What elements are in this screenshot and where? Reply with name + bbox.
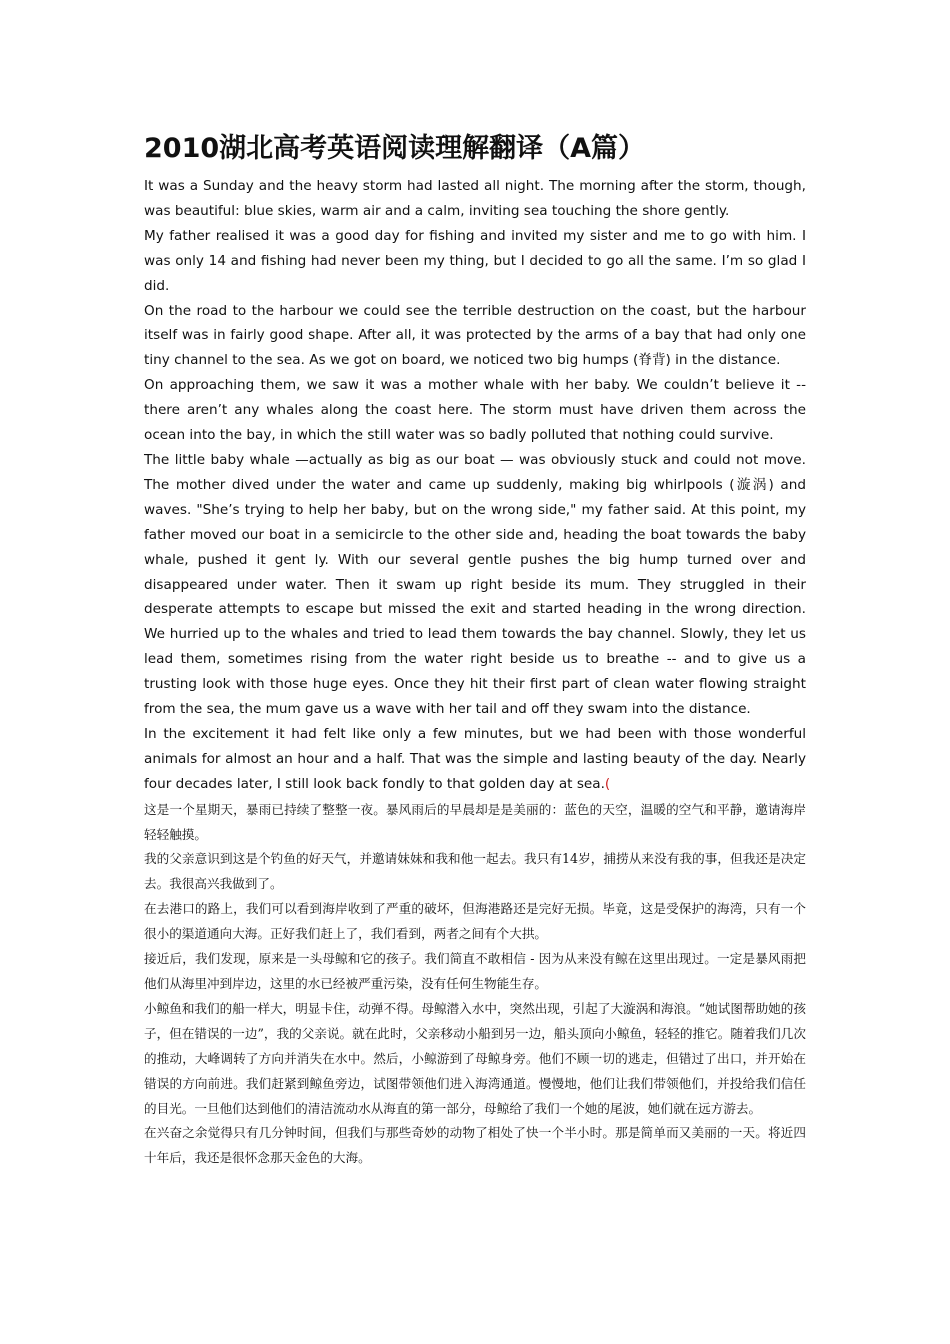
english-paragraph-last — [144, 722, 806, 797]
chinese-paragraph: 在兴奋之余觉得只有几分钟时间，但我们与那些奇妙的动物了相处了快一个半小时。那是简单而又美丽的一天。将近四十年后，我还是很怀念那天金色的大海。 — [144, 1125, 806, 1166]
chinese-paragraph: 这是一个星期天，暴雨已持续了整整一夜。暴风雨后的早晨却是是美丽的：蓝色的天空，温暖的空气和平静，邀请海岸轻轻触摸。 — [144, 801, 806, 842]
chinese-paragraph: 接近后，我们发现，原来是一头母鲸和它的孩子。我们简直不敢相信 - 因为从来没有鲸在这里出现过。一定是暴风雨把他们从海里冲到岸边，这里的水已经被严重污染，没有任何生物能生存。 — [144, 951, 806, 991]
english-paragraph: My father realised it was a good day for fishing and invited my sister and me to go with him. I was only 14 and fishing had never been my thing, but I decided to go all the same. I’m so glad I did. — [144, 227, 806, 294]
english-paragraph: On the road to the harbour we could see the terrible destruction on the coast, but the harbour itself was in fairly good shape. After all, it was protected by the arms of a bay that had only one tiny channel to the sea. As we got on board, we noticed two big humps (脊背) in the distance. — [144, 302, 806, 369]
chinese-paragraph: 在去港口的路上，我们可以看到海岸收到了严重的破坏，但海港路还是完好无损。毕竟，这是受保护的海湾，只有一个很小的渠道通向大海。正好我们赶上了，我们看到，两者之间有个大拱。 — [144, 901, 806, 942]
english-paragraph: On approaching them, we saw it was a mother whale with her baby. We couldn’t believe it -- there aren’t any whales along the coast here. The storm must have driven them across the ocean into the bay, in which the still water was so badly polluted that nothing could survive. — [144, 377, 806, 444]
document-title: 2010湖北高考英语阅读理解翻译（A篇） — [144, 133, 646, 164]
document-page — [144, 130, 806, 1171]
english-paragraph: The little baby whale —actually as big as our boat — was obviously stuck and could not move. The mother dived under the water and came up suddenly, making big whirlpools (漩涡) and waves. "She’s trying to help her baby, but on the wrong side," my father said. At this point, my father moved our boat in a semicircle to the other side and, heading the boat towards the baby whale, pushed it gent ly. With our several gentle pushes the big hump turned over and disappeared under water. Then it swam up right beside its mum. They struggled in their desperate attempts to escape but missed the exit and started heading in the wrong direction. We hurried up to the whales and tried to lead them towards the bay channel. Slowly, they let us lead them, sometimes rising from the water right beside us to breathe -- and to give us a trusting look with those huge eyes. Once they hit their first part of clean water flowing straight from the sea, the mum gave us a wave with her tail and off they swam into the distance. — [144, 451, 806, 718]
chinese-translation — [144, 798, 806, 1172]
english-paragraph-text: In the excitement it had felt like only a few minutes, but we had been with those wonderful animals for almost an hour and a half. That was the simple and lasting beauty of the day. Nearly four decades later, I still look back fondly to that golden day at sea. — [144, 725, 806, 792]
english-paragraph: It was a Sunday and the heavy storm had lasted all night. The morning after the storm, though, was beautiful: blue skies, warm air and a calm, inviting sea touching the shore gently. — [144, 178, 806, 219]
chinese-paragraph: 我的父亲意识到这是个钓鱼的好天气，并邀请妹妹和我和他一起去。我只有14岁，捕捞从来没有我的事，但我还是决定去。我很高兴我做到了。 — [144, 851, 806, 892]
english-passage — [144, 174, 806, 797]
trailing-bracket-mark: ( — [604, 775, 611, 792]
chinese-paragraph: 小鲸鱼和我们的船一样大，明显卡住，动弹不得。母鲸潜入水中，突然出现，引起了大漩涡和海浪。“她试图帮助她的孩子，但在错误的一边”，我的父亲说。就在此时，父亲移动小船到另一边，船头顶向小鲸鱼，轻轻的推它。随着我们几次的推动，大峰调转了方向并消失在水中。然后，小鲸游到了母鲸身旁。他们不顾一切的逃走，但错过了出口，并开始在错误的方向前进。我们赶紧到鲸鱼旁边，试图带领他们进入海湾通道。慢慢地，他们让我们带领他们，并投给我们信任的目光。一旦他们达到他们的清洁流动水从海直的第一部分，母鲸给了我们一个她的尾波，她们就在远方游去。 — [144, 1000, 806, 1116]
